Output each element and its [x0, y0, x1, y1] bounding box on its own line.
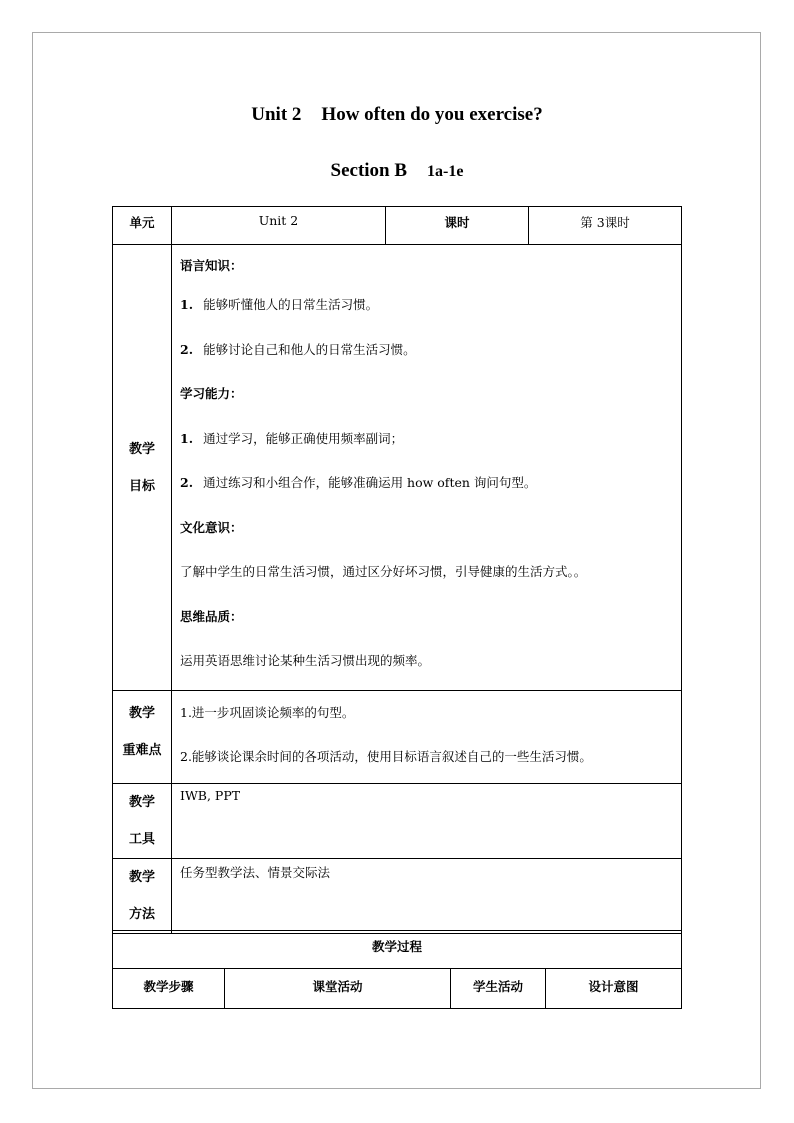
methods-row — [113, 859, 682, 934]
key-points-content — [172, 691, 682, 784]
culture-heading: 文化意识： — [180, 519, 243, 535]
thinking-heading: 思维品质： — [180, 608, 243, 624]
section-range: 1a-1e — [427, 163, 464, 180]
ability-item: 2. 通过练习和小组合作，能够准确运用 how often 询问句型。 — [180, 475, 537, 490]
process-columns-row — [113, 969, 682, 1009]
lesson-plan-table — [112, 206, 682, 934]
document-title — [0, 104, 794, 126]
language-item: 1. 能够听懂他人的日常生活习惯。 — [180, 297, 379, 312]
ability-heading: 学习能力： — [180, 386, 243, 401]
process-heading: 教学过程 — [113, 931, 682, 969]
tools-value: IWB, PPT — [172, 784, 682, 859]
thinking-text: 运用英语思维讨论某种生活习惯出现的频率。 — [180, 653, 431, 668]
column-student-activity: 学生活动 — [451, 969, 546, 1009]
language-item: 2. 能够讨论自己和他人的日常生活习惯。 — [180, 341, 416, 357]
key-points-label: 教学 重难点 — [113, 691, 172, 784]
period-label: 课时 — [386, 207, 529, 245]
process-heading-row — [113, 931, 682, 969]
culture-text: 了解中学生的日常生活习惯，通过区分好坏习惯，引导健康的生活方式。。 — [180, 564, 587, 579]
title-unit: Unit 2 — [251, 104, 302, 125]
objectives-label: 教学 目标 — [113, 245, 172, 691]
language-heading: 语言知识： — [180, 258, 243, 273]
section-name: Section B — [330, 160, 408, 181]
unit-label: 单元 — [113, 207, 172, 245]
title-question: How often do you exercise? — [321, 104, 543, 125]
unit-value: Unit 2 — [172, 207, 386, 245]
tools-label: 教学 工具 — [113, 784, 172, 859]
key-point-item: 2.能够谈论课余时间的各项活动，使用目标语言叙述自己的一些生活习惯。 — [180, 749, 592, 764]
methods-label: 教学 方法 — [113, 859, 172, 934]
column-steps: 教学步骤 — [113, 969, 225, 1009]
objectives-row — [113, 245, 682, 691]
ability-item: 1. 通过学习，能够正确使用频率副词； — [180, 430, 404, 446]
period-value: 第 3课时 — [529, 207, 682, 245]
column-class-activity: 课堂活动 — [225, 969, 451, 1009]
key-point-item: 1.进一步巩固谈论频率的句型。 — [180, 705, 355, 720]
tools-row — [113, 784, 682, 859]
info-row — [113, 207, 682, 245]
process-table — [112, 930, 682, 1009]
section-title — [0, 160, 794, 182]
key-points-row — [113, 691, 682, 784]
methods-value: 任务型教学法、情景交际法 — [172, 859, 682, 934]
objectives-content — [172, 245, 682, 691]
column-design-intent: 设计意图 — [546, 969, 682, 1009]
